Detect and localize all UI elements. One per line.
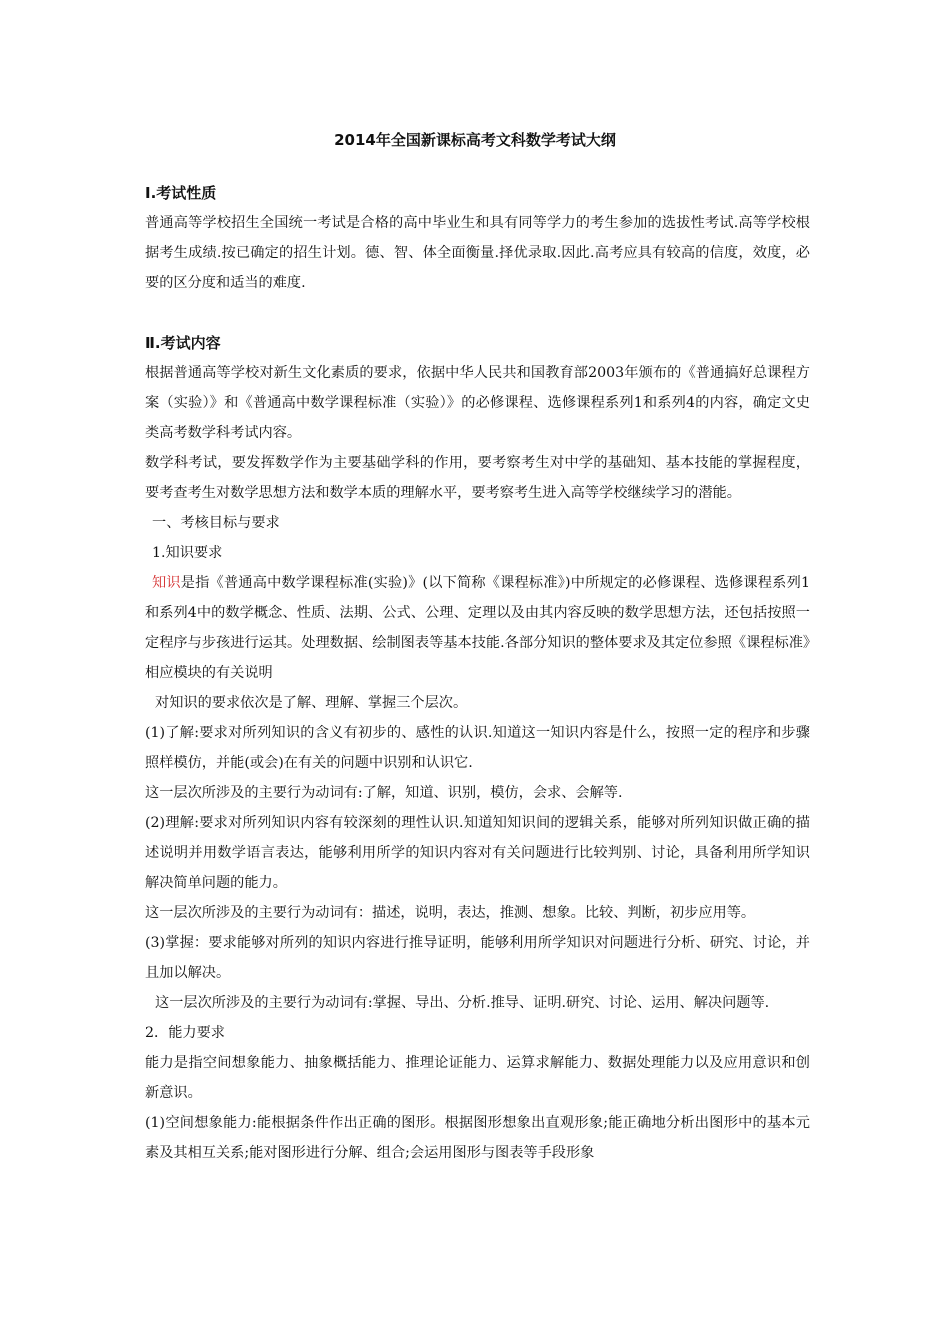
paragraph-knowledge-definition [145, 568, 810, 688]
paragraph-exam-nature: 普通高等学校招生全国统一考试是合格的高中毕业生和具有同等学力的考生参加的选拔性考试.高等学校根据考生成绩.按已确定的招生计划。德、智、体全面衡量.择优录取.因此.高考应具有较高的信度，效度，必要的区分度和适当的难度. [145, 215, 810, 291]
paragraph-level-comprehend-verbs: 这一层次所涉及的主要行为动词有：描述，说明，表达，推测、想象。比较、判断，初步应用等。 [145, 905, 756, 921]
knowledge-highlight: 知识 [152, 575, 181, 591]
section-heading-exam-content: Ⅱ.考试内容 [145, 334, 221, 352]
paragraph-level-master: (3)掌握：要求能够对所列的知识内容进行推导证明，能够利用所学知识对问题进行分析、研究、讨论，并且加以解决。 [145, 935, 810, 981]
paragraph-level-understand-basic: (1)了解:要求对所列知识的含义有初步的、感性的认识.知道这一知识内容是什么，按照一定的程序和步骤照样模仿，并能(或会)在有关的问题中识别和认识它. [145, 725, 810, 771]
paragraph-level-comprehend: (2)理解:要求对所列知识内容有较深刻的理性认识.知道知知识间的逻辑关系，能够对所列知识做正确的描述说明并用数学语言表达，能够利用所学的知识内容对有关问题进行比较判别、讨论，具备利用所学知识解决简单问题的能力。 [145, 815, 810, 891]
paragraph-level-master-verbs: 这一层次所涉及的主要行为动词有:掌握、导出、分析.推导、证明.研究、讨论、运用、解决问题等. [155, 995, 770, 1011]
subheading-ability-requirements: 2．能力要求 [145, 1025, 225, 1041]
paragraph-level-understand-basic-verbs: 这一层次所涉及的主要行为动词有:了解，知道、识别，模仿，会求、会解等. [145, 785, 623, 801]
paragraph-ability-definition: 能力是指空间想象能力、抽象概括能力、推理论证能力、运算求解能力、数据处理能力以及应用意识和创新意识。 [145, 1055, 810, 1101]
section-heading-exam-nature: I.考试性质 [145, 184, 217, 202]
blank-line [145, 298, 810, 328]
subheading-assessment-goals: 一、考核目标与要求 [152, 515, 280, 531]
paragraph-knowledge-levels: 对知识的要求依次是了解、理解、掌握三个层次。 [155, 695, 468, 711]
paragraph-spatial-imagination: (1)空间想象能力:能根据条件作出正确的图形。根据图形想象出直观形象;能正确地分析出图形中的基本元素及其相互关系;能对图形进行分解、组合;会运用图形与图表等手段形象 [145, 1115, 810, 1161]
paragraph-math-exam-purpose: 数学科考试，要发挥数学作为主要基础学科的作用，要考察考生对中学的基础知、基本技能的掌握程度，要考查考生对数学思想方法和数学本质的理解水平，要考察考生进入高等学校继续学习的潜能。 [145, 455, 810, 501]
paragraph-content-basis: 根据普通高等学校对新生文化素质的要求，依据中华人民共和国教育部2003年颁布的《普通搞好总课程方案（实验）》和《普通高中数学课程标准（实验）》的必修课程、选修课程系列1和系列4的内容，确定文史类高考数学科考试内容。 [145, 365, 810, 441]
subheading-knowledge-requirements: 1.知识要求 [152, 545, 223, 561]
document-body [145, 178, 810, 1168]
knowledge-definition-text: 是指《普通高中数学课程标准(实验)》(以下简称《课程标准》)中所规定的必修课程、选修课程系列1和系列4中的数学概念、性质、法期、公式、公理、定理以及由其内容反映的数学思想方法，还包括按照一定程序与步孩进行运其。处理数据、绘制图表等基本技能.各部分知识的整体要求及其定位参照《课程标准》相应模块的有关说明 [145, 575, 810, 681]
document-title: 2014年全国新课标高考文科数学考试大纲 [334, 131, 616, 149]
